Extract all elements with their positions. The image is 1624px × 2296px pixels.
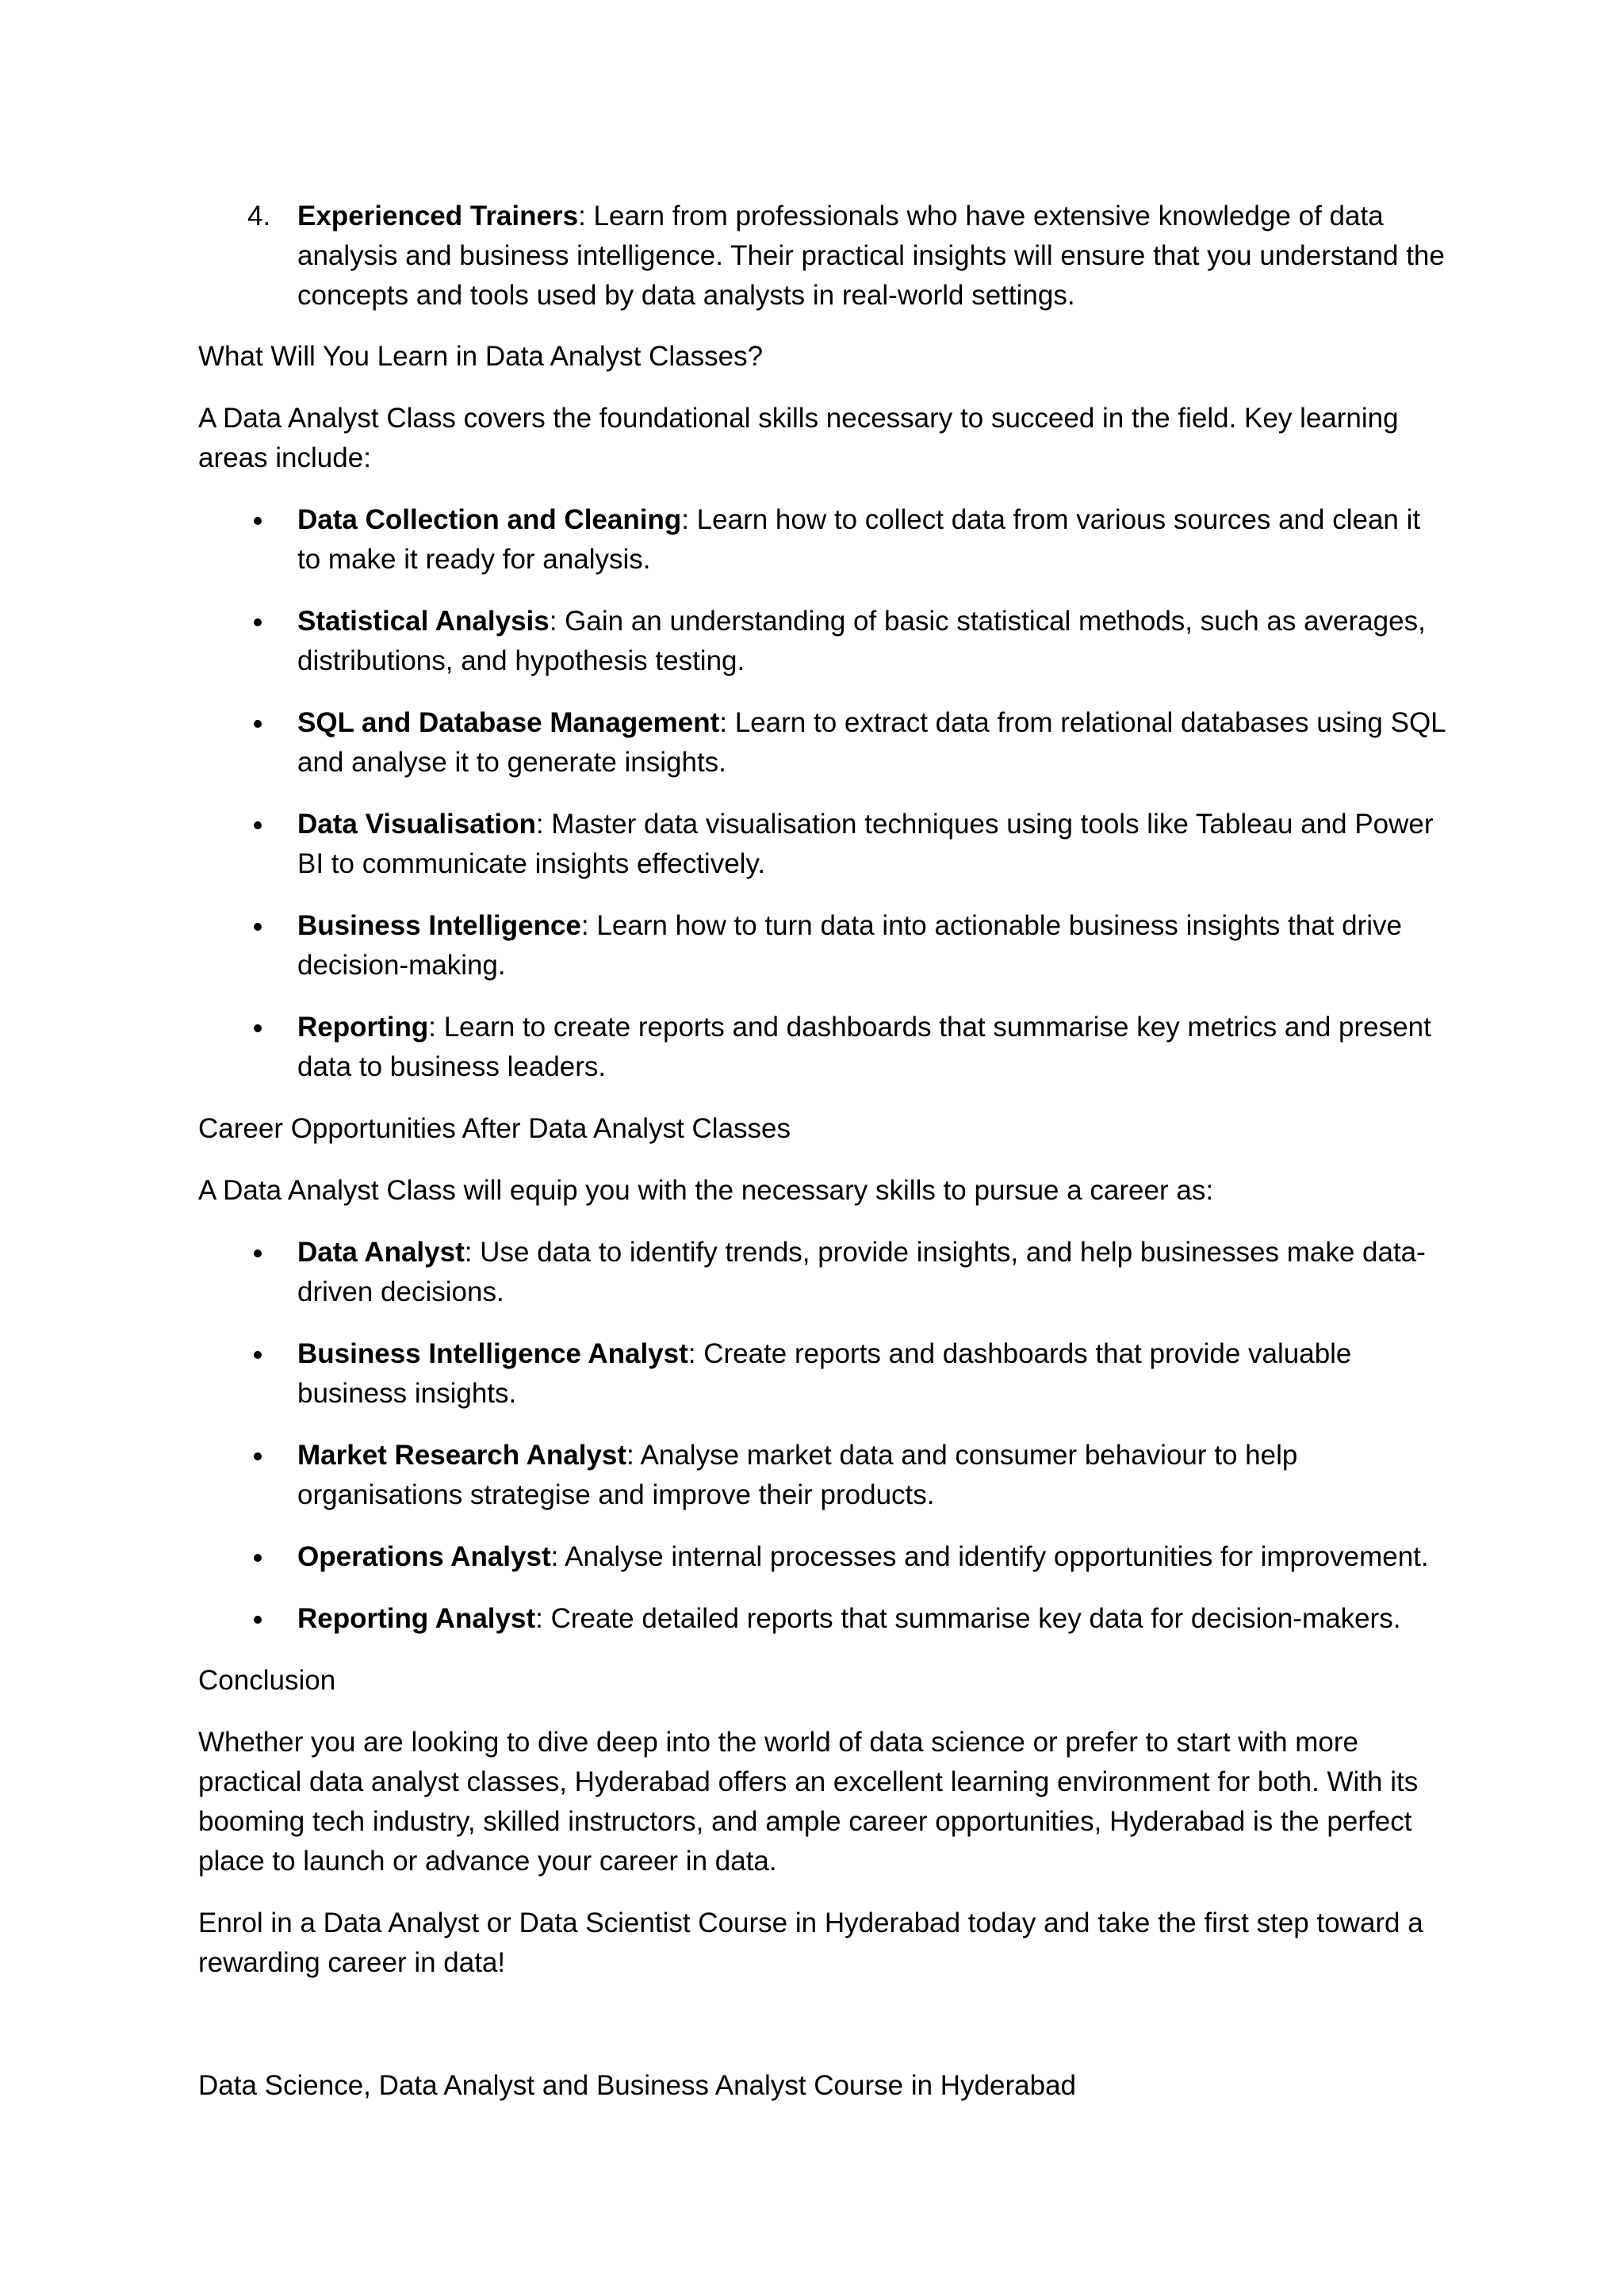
list-item-text: : Create detailed reports that summarise key data for decision-makers. xyxy=(535,1603,1401,1634)
list-item-term: SQL and Database Management xyxy=(297,707,720,738)
bullet-icon xyxy=(254,1616,262,1624)
list-item-text: : Learn how to collect data from various sources and clean it to make it ready for analysis. xyxy=(297,504,1421,575)
list-item xyxy=(198,1436,1451,1515)
list-item-text: : Analyse market data and consumer behaviour to help organisations strategise and improve their products. xyxy=(297,1440,1298,1510)
list-item-text: : Learn to create reports and dashboards that summarise key metrics and present data to business leaders. xyxy=(297,1012,1431,1082)
list-item-term: Data Analyst xyxy=(297,1237,465,1268)
bullet-icon xyxy=(254,1452,262,1460)
list-item-text: : Learn to extract data from relational databases using SQL and analyse it to generate insights. xyxy=(297,707,1446,778)
list-item-term: Reporting Analyst xyxy=(297,1603,536,1634)
list-item-text: : Use data to identify trends, provide insights, and help businesses make data-driven decisions. xyxy=(297,1237,1426,1307)
list-item xyxy=(198,1599,1451,1639)
list-item-term: Business Intelligence xyxy=(297,910,581,941)
bullet-icon xyxy=(254,618,262,626)
list-item-term: Statistical Analysis xyxy=(297,606,550,637)
bullet-icon xyxy=(254,1351,262,1359)
list-item xyxy=(198,805,1451,884)
bullet-icon xyxy=(254,1024,262,1032)
list-item xyxy=(198,602,1451,681)
footer-line: Data Science, Data Analyst and Business Analyst Course in Hyderabad xyxy=(198,2070,1077,2101)
paragraph-career-intro: A Data Analyst Class will equip you with the necessary skills to pursue a career as: xyxy=(198,1175,1214,1206)
list-item-term: Data Collection and Cleaning xyxy=(297,504,682,535)
list-item-term: Reporting xyxy=(297,1012,429,1043)
bullet-icon xyxy=(254,821,262,829)
list-item-body xyxy=(297,197,1451,316)
list-item-text: : Create reports and dashboards that provide valuable business insights. xyxy=(297,1338,1352,1409)
list-item xyxy=(198,500,1451,580)
list-number: 4. xyxy=(247,201,271,232)
bullet-icon xyxy=(254,923,262,931)
list-item-term: Experienced Trainers xyxy=(297,201,579,232)
section-heading-career: Career Opportunities After Data Analyst Classes xyxy=(198,1113,791,1144)
list-item xyxy=(198,703,1451,783)
paragraph-learn-intro: A Data Analyst Class covers the foundational skills necessary to succeed in the field. Key learning areas include: xyxy=(198,403,1399,473)
bullet-icon xyxy=(254,720,262,728)
section-heading-learn: What Will You Learn in Data Analyst Classes? xyxy=(198,341,764,372)
list-item xyxy=(198,1008,1451,1087)
bullet-icon xyxy=(254,1249,262,1257)
list-item-text: : Gain an understanding of basic statistical methods, such as averages, distributions, and hypothesis testing. xyxy=(297,606,1426,676)
list-item-text: : Master data visualisation techniques using tools like Tableau and Power BI to communicate insights effectively. xyxy=(297,809,1434,879)
paragraph-conclusion-2: Enrol in a Data Analyst or Data Scientist Course in Hyderabad today and take the first step toward a rewarding career in data! xyxy=(198,1908,1423,1978)
list-item xyxy=(198,1233,1451,1312)
list-item-term: Data Visualisation xyxy=(297,809,536,840)
list-item xyxy=(198,906,1451,985)
list-item-text: : Analyse internal processes and identify opportunities for improvement. xyxy=(550,1541,1429,1572)
bullet-icon xyxy=(254,1554,262,1562)
section-heading-conclusion: Conclusion xyxy=(198,1665,336,1696)
list-item-text: : Learn from professionals who have extensive knowledge of data analysis and business intelligence. Their practical insights will ensure that you understand the concepts and tools used by data analysts in real-world settings. xyxy=(297,201,1445,311)
list-item-term: Business Intelligence Analyst xyxy=(297,1338,688,1369)
list-item xyxy=(198,1334,1451,1414)
list-item xyxy=(198,1537,1451,1577)
list-item-term: Market Research Analyst xyxy=(297,1440,627,1471)
paragraph-conclusion-1: Whether you are looking to dive deep into the world of data science or prefer to start with more practical data analyst classes, Hyderabad offers an excellent learning environment for both. With its booming tech industry, skilled instructors, and ample career opportunities, Hyderabad is the perfect place to launch or advance your career in data. xyxy=(198,1727,1419,1877)
bullet-icon xyxy=(254,517,262,525)
list-item-experienced-trainers xyxy=(198,197,1451,316)
list-item-text: : Learn how to turn data into actionable business insights that drive decision-making. xyxy=(297,910,1402,981)
list-item-term: Operations Analyst xyxy=(297,1541,551,1572)
